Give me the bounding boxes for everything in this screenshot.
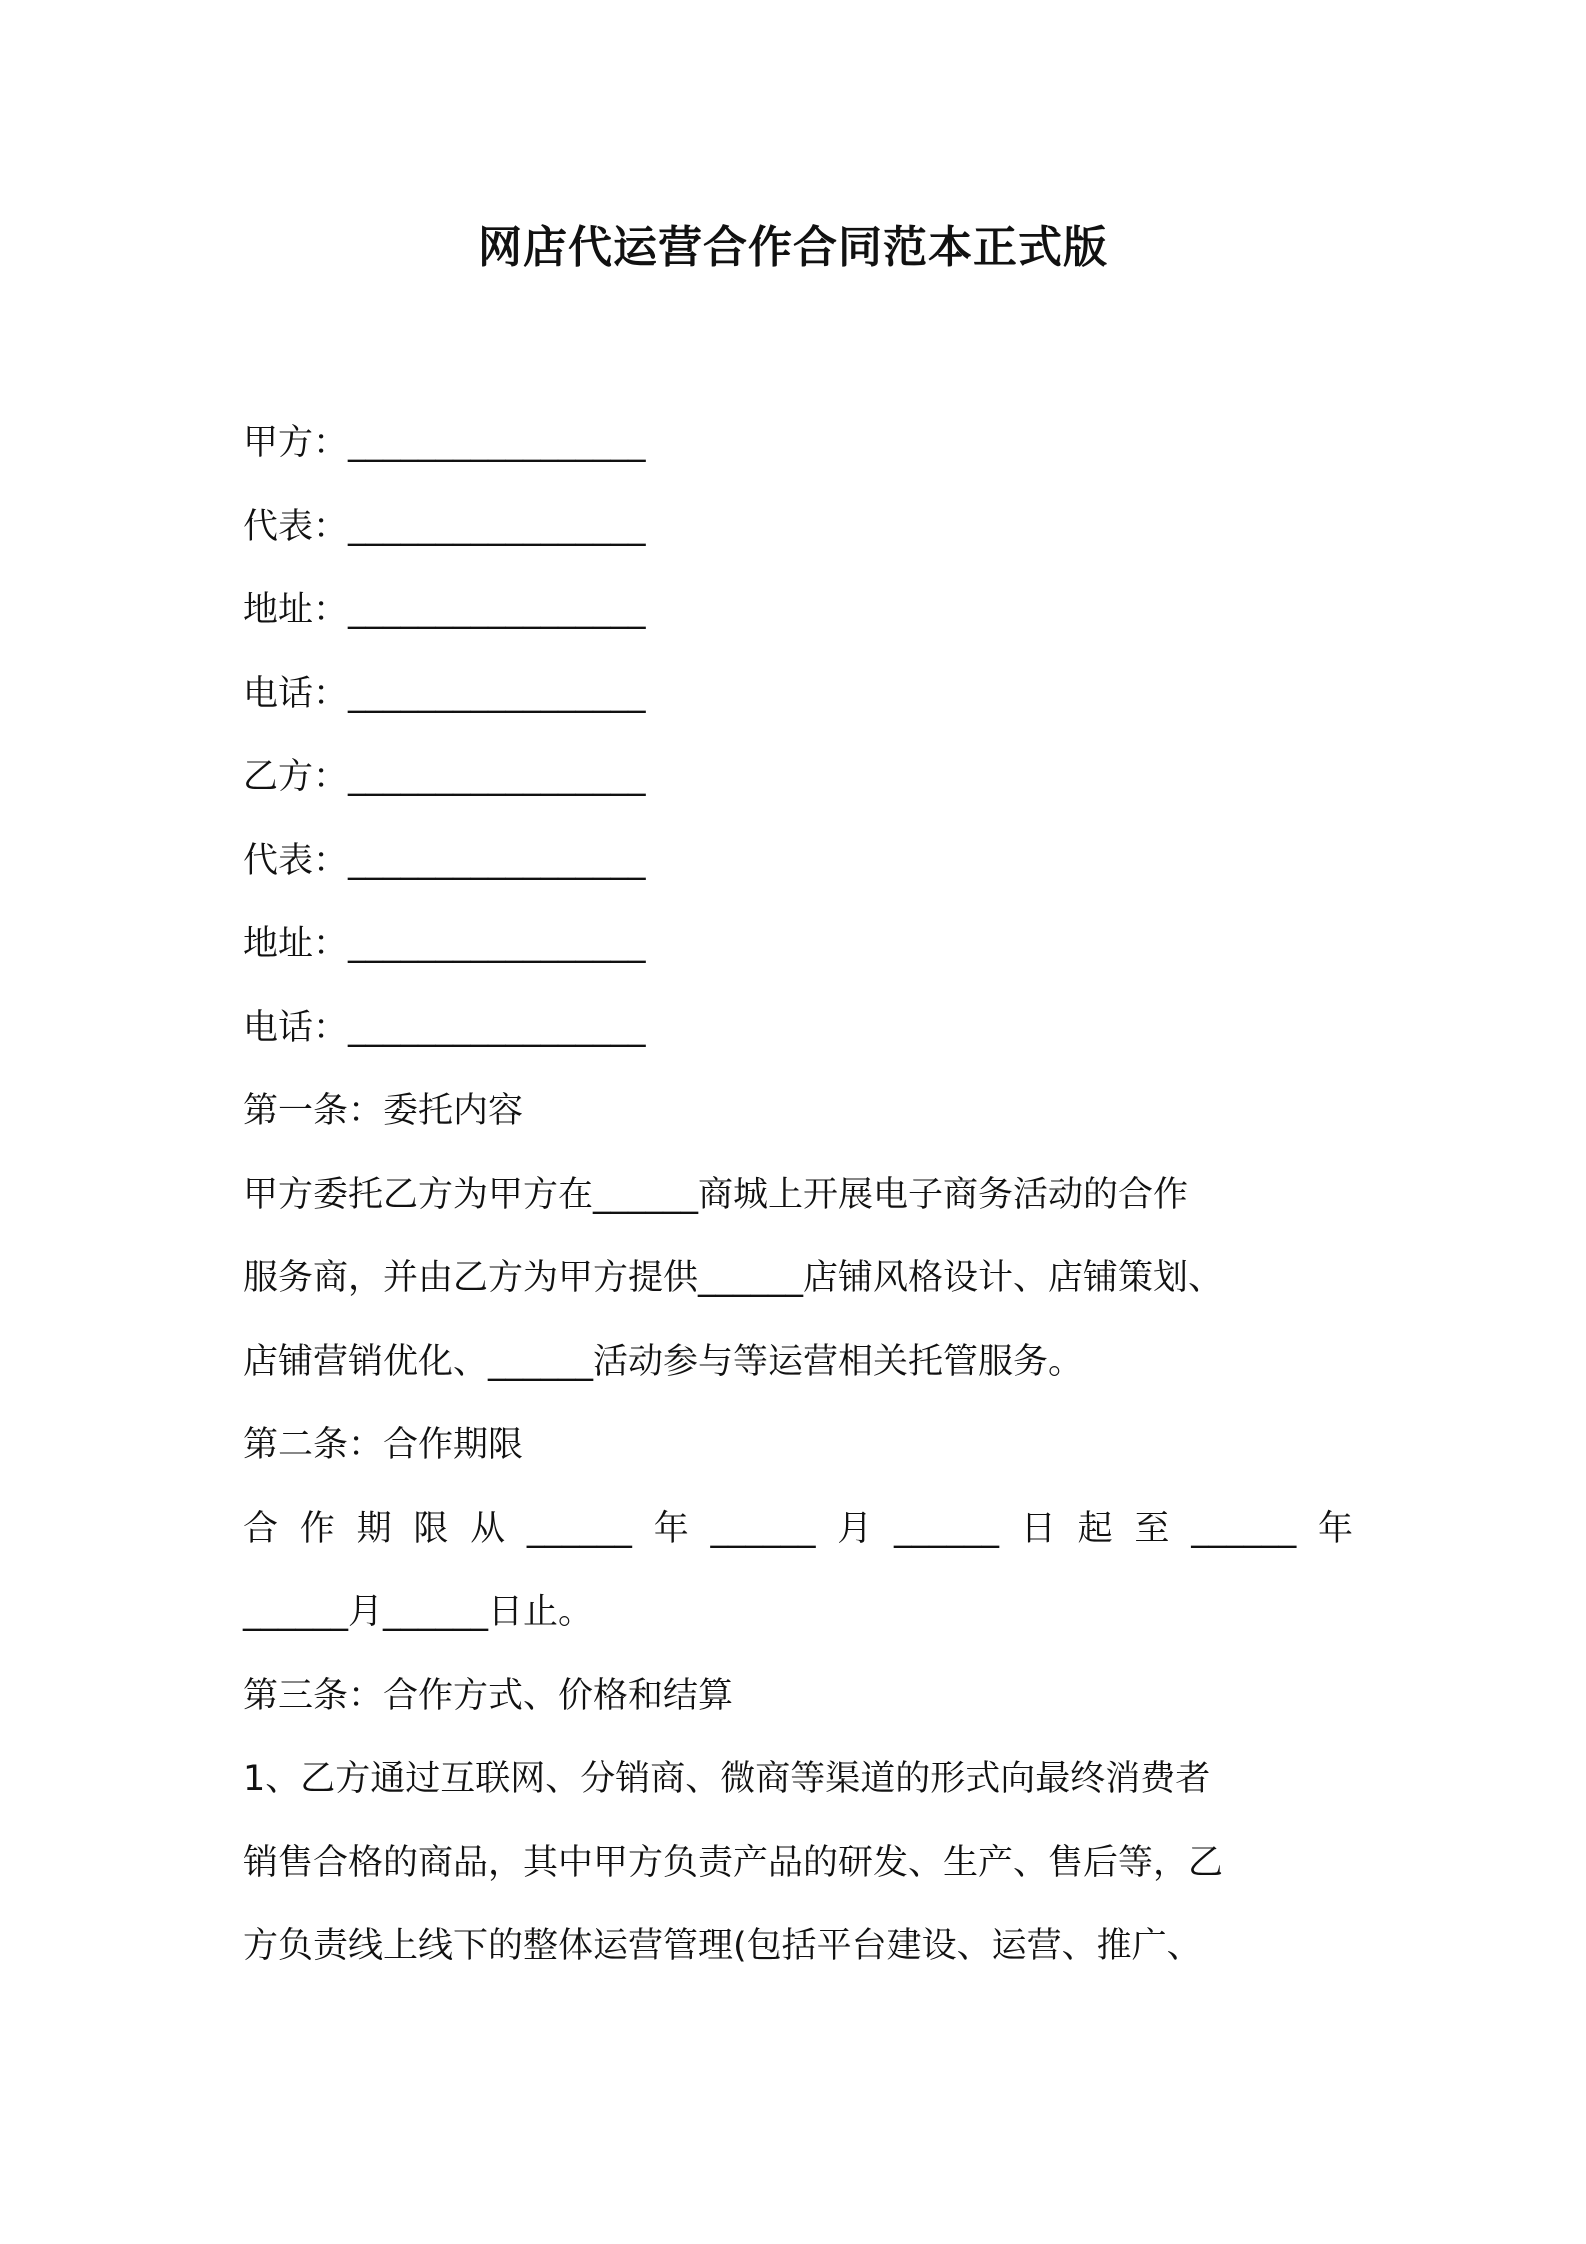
field-blank: _________________ bbox=[348, 673, 646, 714]
field-label: 电话： bbox=[243, 673, 349, 714]
field-blank: _________________ bbox=[348, 924, 646, 964]
article-1-heading: 第一条：委托内容 bbox=[243, 1091, 524, 1131]
article-2-line: 合作期限从______年______月______日起至______年 bbox=[243, 1508, 1353, 1549]
field-blank: _________________ bbox=[348, 1007, 646, 1048]
article-3-line: 1、乙方通过互联网、分销商、微商等渠道的形式向最终消费者 bbox=[243, 1759, 1211, 1799]
article-1-line: 服务商，并由乙方为甲方提供______店铺风格设计、店铺策划、 bbox=[243, 1258, 1224, 1298]
field-label: 代表： bbox=[243, 840, 349, 881]
field-blank: _________________ bbox=[348, 423, 646, 463]
document-title: 网店代运营合作合同范本正式版 bbox=[478, 222, 1108, 273]
article-2-line: ______月______日止。 bbox=[243, 1592, 594, 1632]
field-label: 代表： bbox=[243, 506, 349, 547]
party-field-yi-address bbox=[243, 903, 1353, 987]
field-label: 乙方： bbox=[243, 757, 349, 797]
article-1-line: 甲方委托乙方为甲方在______商城上开展电子商务活动的合作 bbox=[243, 1174, 1189, 1215]
article-3-heading: 第三条：合作方式、价格和结算 bbox=[243, 1675, 734, 1716]
article-2-heading: 第二条：合作期限 bbox=[243, 1425, 524, 1465]
party-field-yi bbox=[243, 736, 1353, 820]
field-label: 地址： bbox=[243, 924, 349, 964]
field-blank: _________________ bbox=[348, 840, 646, 881]
party-field-yi-representative bbox=[243, 820, 1353, 904]
field-blank: _________________ bbox=[348, 757, 646, 797]
party-field-jia-phone bbox=[243, 653, 1353, 737]
party-field-jia-address bbox=[243, 569, 1353, 653]
article-1-line: 店铺营销优化、______活动参与等运营相关托管服务。 bbox=[243, 1341, 1084, 1382]
field-label: 电话： bbox=[243, 1007, 349, 1048]
field-label: 甲方： bbox=[243, 423, 349, 463]
party-field-jia-representative bbox=[243, 486, 1353, 570]
party-field-yi-phone bbox=[243, 987, 1353, 1071]
article-3-line: 销售合格的商品，其中甲方负责产品的研发、生产、售后等，乙 bbox=[243, 1842, 1224, 1883]
article-3-line: 方负责线上线下的整体运营管理(包括平台建设、运营、推广、 bbox=[243, 1926, 1202, 1966]
field-blank: _________________ bbox=[348, 590, 646, 630]
field-label: 地址： bbox=[243, 590, 349, 630]
document-body bbox=[243, 402, 1353, 1989]
party-field-jia bbox=[243, 402, 1353, 486]
field-blank: _________________ bbox=[348, 506, 646, 547]
